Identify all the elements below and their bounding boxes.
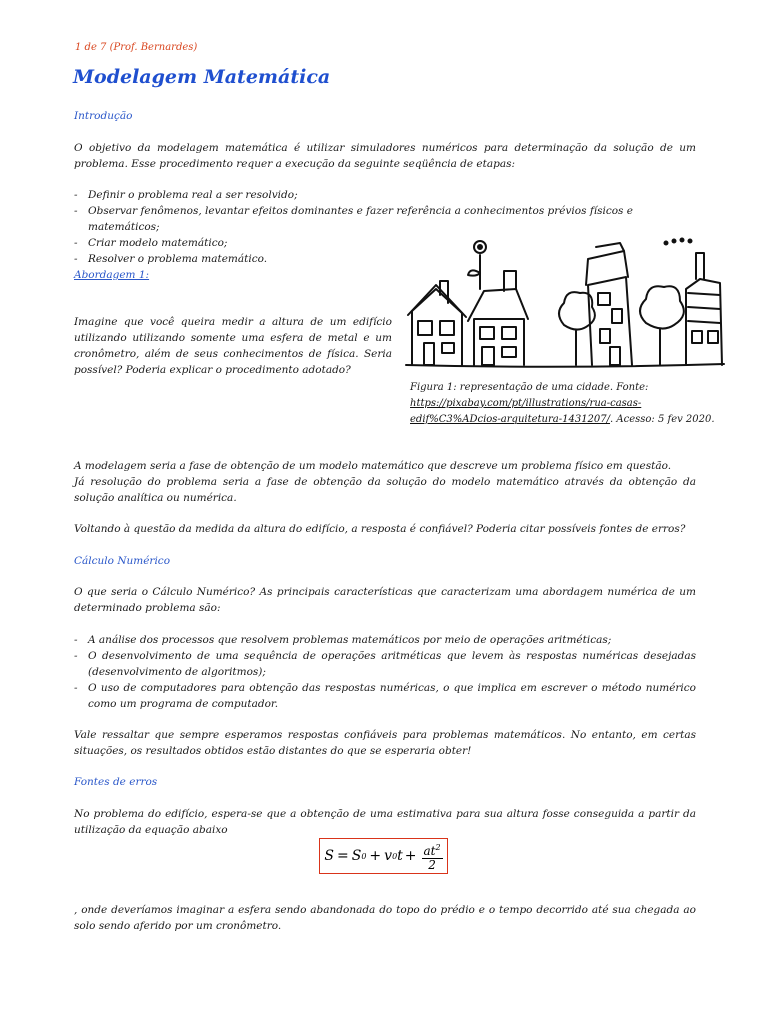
list-item: - Observar fenômenos, levantar efeitos dominantes e fazer referência a conhecimentos prévios físicos e matemáticos; xyxy=(74,203,696,235)
calculo-paragraph: O que seria o Cálculo Numérico? As principais características que caracterizam uma abordagem numérica de um determinado problema são: xyxy=(74,586,696,614)
calculo-note: Vale ressaltar que sempre esperamos respostas confiáveis para problemas matemáticos. No entanto, em certas situações, os resultados obtidos estão distantes do que se esperaria obter! xyxy=(74,729,696,757)
eq-t: t xyxy=(397,848,403,864)
fontes-after-paragraph: , onde deveríamos imaginar a esfera sendo abandonada do topo do prédio e o tempo decorrido até sua chegada ao solo sendo aferido por um cronômetro. xyxy=(74,904,696,932)
page-title: Modelagem Matemática xyxy=(73,66,331,88)
modelagem-line-2: Já resolução do problema seria a fase de obtenção da solução do modelo matemático através da obtenção da solução analítica ou numérica. xyxy=(74,476,696,504)
eq-numerator-sup: 2 xyxy=(435,842,441,852)
eq-lhs: S xyxy=(324,848,334,864)
calculo-list xyxy=(74,632,696,712)
kinematics-equation: S = S 0 + v 0 t + $\frac{at^2}{2}$ xyxy=(319,838,448,874)
figure-caption xyxy=(410,380,726,428)
section-heading-fontes: Fontes de erros xyxy=(74,776,158,788)
intro-paragraph: O objetivo da modelagem matemática é utilizar simuladores numéricos para determinação da solução de um problema. Esse procedimento requer a execução da seguinte seqüência de etapas: xyxy=(74,142,696,170)
modelagem-block xyxy=(74,458,696,506)
abordagem-paragraph: Imagine que você queira medir a altura de um edifício utilizando utilizando somente uma esfera de metal e um cronômetro, além de seus conhecimentos de física. Seria possível? Poderia explicar o procedimento adotado? xyxy=(74,316,392,376)
list-item: - O desenvolvimento de uma sequência de operações aritméticas que levem às respostas numéricas desejadas (desenvolvimento de algoritmos); xyxy=(74,648,696,680)
caption-prefix: Figura 1: representação de uma cidade. Fonte: xyxy=(410,382,649,393)
eq-fraction xyxy=(422,841,443,872)
list-item: - Resolver o problema matemático. xyxy=(74,251,696,267)
list-item: - A análise dos processos que resolvem problemas matemáticos por meio de operações aritméticas; xyxy=(74,632,696,648)
section-heading-calculo: Cálculo Numérico xyxy=(74,555,171,567)
eq-s0: S xyxy=(351,848,362,864)
modelagem-line-1: A modelagem seria a fase de obtenção de um modelo matemático que descreve um problema físico em questão. xyxy=(74,460,672,472)
fontes-paragraph: No problema do edifício, espera-se que a obtenção de uma estimativa para sua altura fosse conseguida a partir da utilização da equação abaixo xyxy=(74,808,696,836)
eq-denominator: 2 xyxy=(428,857,436,872)
modelagem-question: Voltando à questão da medida da altura do edifício, a resposta é confiável? Poderia citar possíveis fontes de erros? xyxy=(74,523,686,535)
eq-s0-sub: 0 xyxy=(361,851,367,861)
section-heading-abordagem: Abordagem 1: xyxy=(74,269,150,281)
list-item: - Definir o problema real a ser resolvido; xyxy=(74,187,696,203)
caption-source-link[interactable]: https://pixabay.com/pt/illustrations/rua-casas-edif%C3%ADcios-arquitetura-1431207/ xyxy=(410,398,642,425)
eq-v0-sub: 0 xyxy=(392,851,398,861)
caption-suffix: . Acesso: 5 fev 2020. xyxy=(610,414,715,425)
page-header: 1 de 7 (Prof. Bernardes) xyxy=(75,42,198,53)
city-illustration xyxy=(404,233,726,373)
section-heading-introducao: Introdução xyxy=(74,110,133,122)
list-item: - O uso de computadores para obtenção das respostas numéricas, o que implica em escrever o método numérico como um programa de computador. xyxy=(74,680,696,712)
eq-numerator: at xyxy=(423,843,436,858)
eq-v0: v xyxy=(384,848,393,864)
list-item: - Criar modelo matemático; xyxy=(74,235,696,251)
